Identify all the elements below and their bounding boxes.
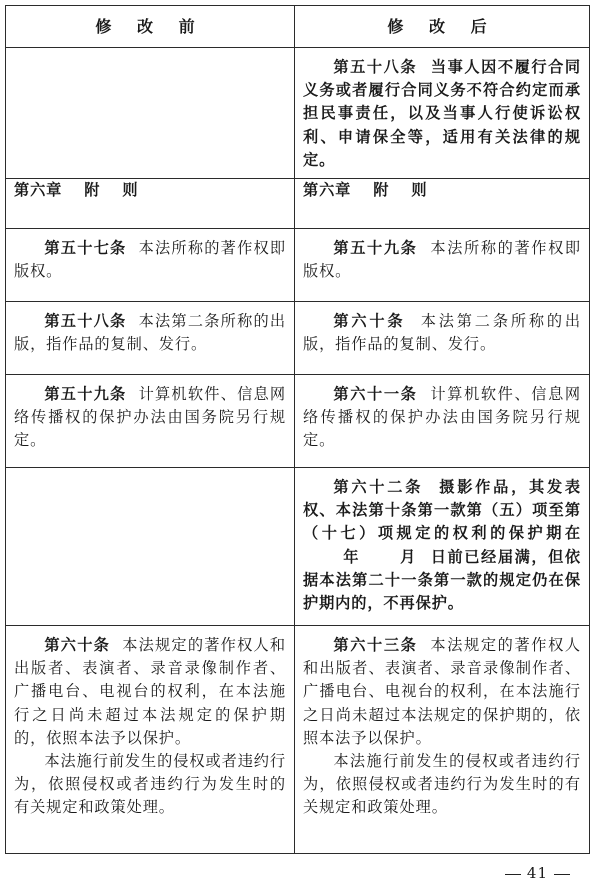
article-text: 计算机软件、信息网络传播权的保护办法由国务院另行规定。 bbox=[14, 385, 286, 450]
article-paragraph: 本法施行前发生的侵权或者违约行为，依照侵权或者违约行为发生时的有关规定和政策处理。 bbox=[14, 752, 286, 817]
cell-after bbox=[295, 302, 590, 375]
chapter-title-char: 附 bbox=[84, 181, 101, 199]
article-number: 第五十七条 bbox=[44, 239, 127, 257]
chapter-title-char: 附 bbox=[373, 181, 390, 199]
cell-after bbox=[295, 468, 590, 626]
article-text: 本法第二条所称的出版，指作品的复制、发行。 bbox=[14, 312, 286, 354]
table-row bbox=[6, 229, 590, 302]
article-text: 计算机软件、信息网络传播权的保护办法由国务院另行规定。 bbox=[303, 385, 581, 450]
header-before: 修 改 前 bbox=[6, 6, 295, 48]
article-number: 第六十条 bbox=[44, 636, 111, 654]
article-number: 第五十八条 bbox=[44, 312, 127, 330]
article-paragraph bbox=[14, 383, 286, 453]
table-row bbox=[6, 48, 590, 179]
cell-before-empty bbox=[6, 468, 295, 626]
article-number: 第五十九条 bbox=[44, 385, 127, 403]
cell-before bbox=[6, 375, 295, 468]
table-row bbox=[6, 302, 590, 375]
article-text: 日前已经届满，但依据本法第二十一条第一款的规定仍在保护期内的，不再保护。 bbox=[303, 547, 581, 613]
article-paragraph bbox=[303, 476, 581, 615]
cell-after bbox=[295, 626, 590, 854]
cell-before bbox=[6, 302, 295, 375]
article-number: 第六十二条 bbox=[333, 478, 424, 496]
table-row bbox=[6, 626, 590, 854]
chapter-heading-after bbox=[295, 179, 590, 229]
article-text: 本法规定的著作权人和出版者、表演者、录音录像制作者、广播电台、电视台的权利，在本法施行之日尚未超过本法规定的保护期的，依照本法予以保护。 bbox=[14, 636, 287, 747]
article-text: 当事人因不履行合同义务或者履行合同义务不符合约定而承担民事责任，以及当事人行使诉讼权利、申请保全等，适用有关法律的规定。 bbox=[303, 58, 582, 169]
article-text: 本法所称的著作权即版权。 bbox=[14, 239, 286, 281]
table-row bbox=[6, 468, 590, 626]
article-paragraph bbox=[303, 237, 581, 283]
chapter-heading-before bbox=[6, 179, 295, 229]
cell-before bbox=[6, 626, 295, 854]
cell-before bbox=[6, 229, 295, 302]
page-number-text: 41 bbox=[526, 864, 548, 882]
page-number bbox=[499, 864, 576, 882]
article-number: 第六十三条 bbox=[333, 636, 418, 654]
article-text: 本法所称的著作权即版权。 bbox=[303, 239, 581, 281]
table-row bbox=[6, 375, 590, 468]
article-number: 第六十一条 bbox=[333, 385, 418, 403]
comparison-table bbox=[5, 5, 590, 854]
chapter-number: 第六章 bbox=[14, 181, 63, 199]
article-paragraph bbox=[14, 634, 286, 750]
article-paragraph bbox=[303, 383, 581, 453]
chapter-title-char: 则 bbox=[122, 181, 139, 199]
article-text: 本法规定的著作权人和出版者、表演者、录音录像制作者、广播电台、电视台的权利，在本法施行之日尚未超过本法规定的保护期的，依照本法予以保护。 bbox=[303, 636, 581, 747]
chapter-row bbox=[6, 179, 590, 229]
article-number: 第六十条 bbox=[333, 312, 406, 330]
cell-before-empty bbox=[6, 48, 295, 179]
cell-after bbox=[295, 229, 590, 302]
article-text: 本法第二条所称的出版，指作品的复制、发行。 bbox=[303, 312, 581, 354]
article-paragraph: 本法施行前发生的侵权或者违约行为，依照侵权或者违约行为发生时的有关规定和政策处理。 bbox=[303, 752, 581, 817]
date-blank-month: 月 bbox=[399, 547, 417, 566]
cell-after bbox=[295, 375, 590, 468]
article-paragraph bbox=[14, 237, 286, 283]
article-paragraph bbox=[14, 310, 286, 356]
article-paragraph bbox=[303, 634, 581, 750]
date-blank-year: 年 bbox=[342, 547, 360, 566]
table-header-row bbox=[6, 6, 590, 48]
article-paragraph bbox=[303, 56, 581, 172]
chapter-title-char: 则 bbox=[411, 181, 428, 199]
header-after: 修 改 后 bbox=[295, 6, 590, 48]
article-number: 第五十九条 bbox=[333, 239, 418, 257]
article-paragraph bbox=[303, 310, 581, 356]
article-number: 第五十八条 bbox=[333, 58, 418, 76]
article-text: 摄影作品，其发表权、本法第十条第一款第（五）项至第（十七）项规定的权利的保护期在 bbox=[303, 478, 582, 543]
cell-after bbox=[295, 48, 590, 179]
chapter-number: 第六章 bbox=[303, 181, 352, 199]
